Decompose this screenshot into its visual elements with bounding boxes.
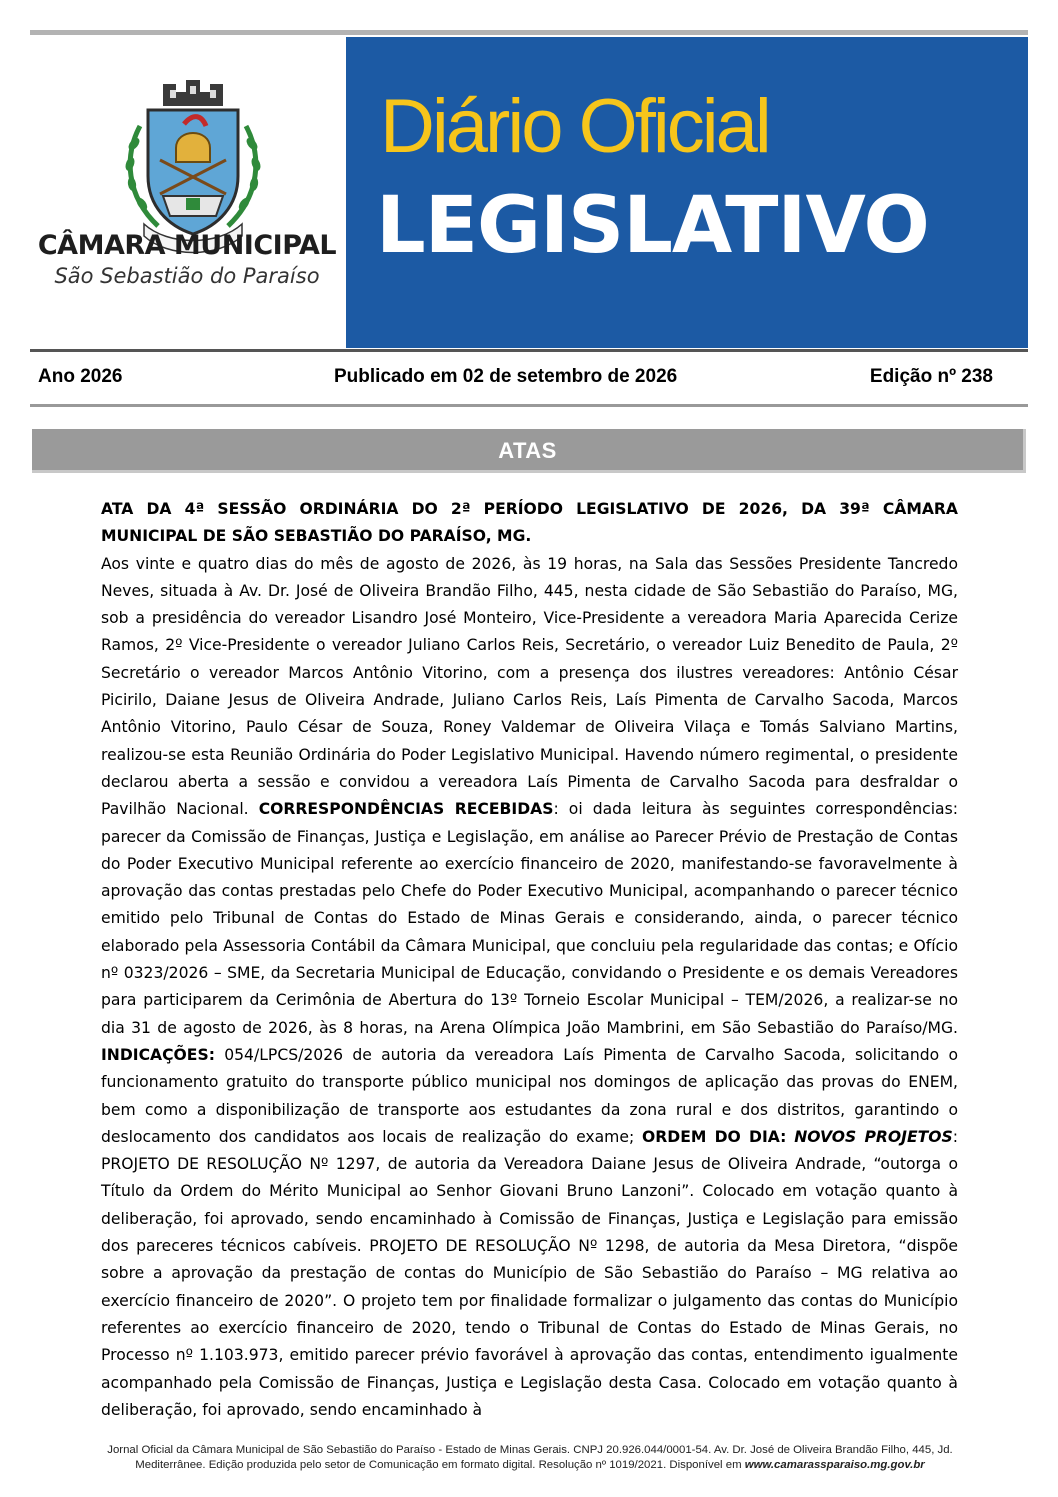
text-run-indicacoes: 054/LPCS/2026 de autoria da vereadora Laís Pimenta de Carvalho Sacoda, solicitando o funcionamento gratuito do transporte público municipal nos domingos de aplicação das provas do ENEM, bem como a disponibilização de transporte aos estudantes da zona rural e dos distritos, garantindo o deslocamento dos candidatos aos locais de realização do exame; [101,1045,958,1146]
document-body [101,496,958,1424]
page-footer [40,1443,1020,1473]
council-logo [30,38,344,344]
text-run-correspondencias: : oi dada leitura às seguintes correspondências: parecer da Comissão de Finanças, Justiça e Legislação, em análise ao Parecer Prévio de Prestação de Contas do Poder Executivo Municipal referente ao exercício financeiro de 2020, manifestando-se favoravelmente à aprovação das contas prestadas pelo Chefe do Poder Executivo Municipal, acompanhando o parecer técnico emitido pelo Tribunal de Contas do Estado de Minas Gerais e considerando, ainda, o parecer técnico elaborado pela Assessoria Contábil da Câmara Municipal, que concluiu pela regularidade das contas; e Ofício nº 0323/2026 – SME, da Secretaria Municipal de Educação, convidando o Presidente e os demais Vereadores para participarem da Cerimônia de Abertura do 13º Torneio Escolar Municipal – TEM/2026, a realizar-se no dia 31 de agosto de 2026, às 8 horas, na Arena Olímpica João Mambrini, em São Sebastião do Paraíso/MG. [101,800,958,1037]
council-city: São Sebastião do Paraíso [54,264,320,288]
council-name: CÂMARA MUNICIPAL [37,230,337,261]
meta-divider-bottom [30,404,1028,407]
masthead-subtitle: LEGISLATIVO [376,181,929,271]
section-header [32,429,1026,473]
text-run-opening: Aos vinte e quatro dias do mês de agosto de 2026, às 19 horas, na Sala das Sessões Presidente Tancredo Neves, situada à Av. Dr. José de Oliveira Brandão Filho, 445, nesta cidade de São Sebastião do Paraíso, MG, sob a presidência do vereador Lisandro José Monteiro, Vice-Presidente a vereadora Maria Aparecida Cerize Ramos, 2º Vice-Presidente o vereador Juliano Carlos Reis, Secretário, o vereador Luiz Benedito de Paula, 2º Secretário o vereador Marcos Antônio Vitorino, com a presença dos ilustres vereadores: Antônio César Picirilo, Daiane Jesus de Oliveira Andrade, Juliano Carlos Reis, Laís Pimenta de Carvalho Sacoda, Marcos Antônio Vitorino, Paulo César de Souza, Roney Valdemar de Oliveira Vilaça e Tomás Salviano Martins, realizou-se esta Reunião Ordinária do Poder Legislativo Municipal. Havendo número regimental, o presidente declarou aberta a sessão e convidou a vereadora Laís Pimenta de Carvalho Sacoda para desfraldar o Pavilhão Nacional. [101,554,958,819]
footer-website-link[interactable]: www.camarassparaiso.mg.gov.br [744,1459,925,1471]
footer-line-1: Jornal Oficial da Câmara Municipal de São Sebastião do Paraíso - Estado de Minas Gerais. CNPJ 20.926.044/0001-54. Av. Dr. José de Oliveira Brandão Filho, 445, Jd. [107,1444,953,1456]
masthead-title: Diário Oficial [380,84,769,169]
label-ordem-do-dia: ORDEM DO DIA: [641,1127,787,1146]
meta-divider-top [30,349,1028,352]
meta-published-date: Publicado em 02 de setembro de 2026 [334,366,678,387]
section-title: ATAS [498,438,557,463]
coat-of-arms-icon [118,76,268,254]
publication-meta [38,366,993,396]
meta-edition: Edição nº 238 [869,366,993,387]
top-rule [30,30,1028,35]
footer-line-2 [40,1458,1020,1473]
label-novos-projetos: NOVOS PROJETOS [794,1127,953,1146]
document-paragraph [101,551,958,1425]
label-correspondencias: CORRESPONDÊNCIAS RECEBIDAS [258,800,554,819]
footer-line-2-text: Mediterrânee. Edição produzida pelo setor de Comunicação em formato digital. Resolução nº 1019/2021. Disponível em [135,1459,745,1471]
label-indicacoes: INDICAÇÕES: [101,1045,215,1064]
document-headline: ATA DA 4ª SESSÃO ORDINÁRIA DO 2ª PERÍODO LEGISLATIVO DE 2026, DA 39ª CÂMARA MUNICIPAL DE SÃO SEBASTIÃO DO PARAÍSO, MG. [101,500,958,546]
meta-year: Ano 2026 [38,366,123,387]
masthead-banner [346,37,1028,348]
text-run-projetos: : PROJETO DE RESOLUÇÃO Nº 1297, de autoria da Vereadora Daiane Jesus de Oliveira Andrade, “outorga o Título da Ordem do Mérito Municipal ao Senhor Giovani Bruno Lanzoni”. Colocado em votação quanto à deliberação, foi aprovado, sendo encaminhado à Comissão de Finanças, Justiça e Legislação para emissão dos pareceres técnicos cabíveis. PROJETO DE RESOLUÇÃO Nº 1298, de autoria da Mesa Diretora, “dispõe sobre a aprovação da prestação de contas do Município de São Sebastião do Paraíso – MG relativa ao exercício financeiro de 2020”. O projeto tem por finalidade formalizar o julgamento das contas do Município referentes ao exercício financeiro de 2020, tendo o Tribunal de Contas do Estado de Minas Gerais, no Processo nº 1.103.973, emitido parecer prévio favorável à aprovação das contas, entendimento igualmente acompanhado pela Comissão de Finanças, Justiça e Legislação desta Casa. Colocado em votação quanto à deliberação, foi aprovado, sendo encaminhado à [101,1127,959,1419]
